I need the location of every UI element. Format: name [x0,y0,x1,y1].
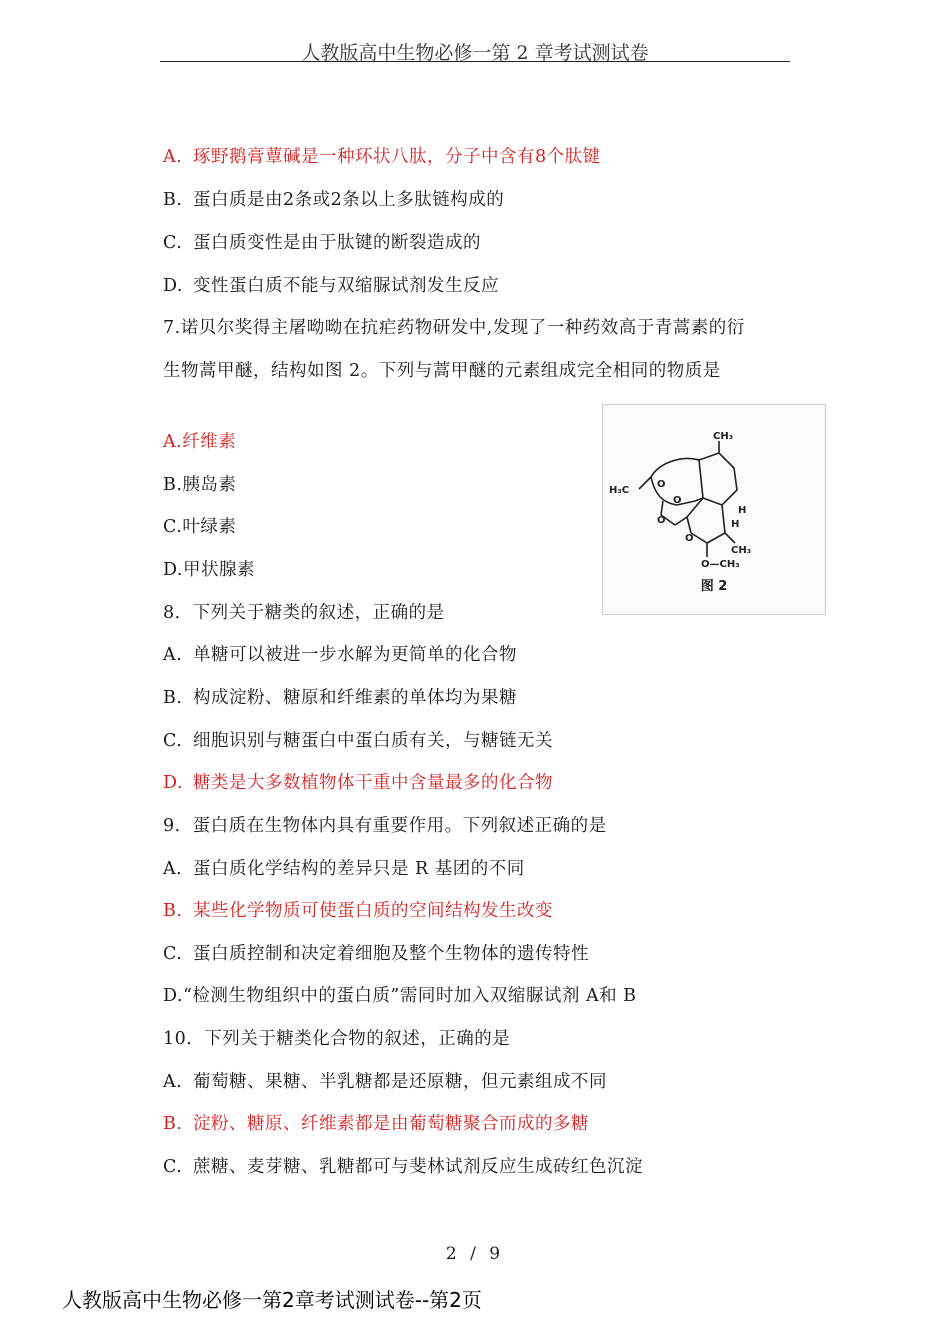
q6-option-b [163,186,504,211]
q9-option-c [163,940,589,965]
q8-option-a [163,641,517,666]
label-o1: O [657,479,666,490]
option-text: 葡萄糖、果糖、半乳糖都是还原糖，但元素组成不同 [193,1072,607,1092]
label-ch3-right: CH₃ [731,545,752,556]
label-o3: O [657,515,666,526]
option-label: A. [163,1072,183,1092]
option-label: D. [163,276,183,296]
q6-option-d [163,272,499,297]
option-text: 某些化学物质可使蛋白质的空间结构发生改变 [193,901,553,921]
q9-stem: 9．蛋白质在生物体内具有重要作用。下列叙述正确的是 [163,816,607,836]
option-label: B. [163,688,183,708]
label-o2: O [673,495,682,506]
option-text: 蛋白质是由2条或2条以上多肽链构成的 [193,190,505,210]
header-divider [160,61,790,62]
option-label: A. [163,147,183,167]
q8-stem: 8．下列关于糖类的叙述，正确的是 [163,603,445,623]
option-label: C. [163,944,183,964]
option-text: 变性蛋白质不能与双缩脲试剂发生反应 [193,276,499,296]
option-text: 构成淀粉、糖原和纤维素的单体均为果糖 [193,688,517,708]
q7-option-a: A.纤维素 [163,432,237,452]
figure-2-structure [602,404,826,615]
q10-stem: 10．下列关于糖类化合物的叙述，正确的是 [163,1029,511,1049]
option-label: A. [163,859,183,879]
q8-option-c [163,727,553,752]
q6-option-a [163,143,601,168]
option-text: 细胞识别与糖蛋白中蛋白质有关，与糖链无关 [193,731,553,751]
option-text: 蛋白质变性是由于肽键的断裂造成的 [193,233,481,253]
page-footer: 人教版高中生物必修一第2章考试测试卷--第2页 [62,1288,482,1312]
q7-option-d: D.甲状腺素 [163,560,255,580]
q6-option-c [163,229,481,254]
q10-option-c [163,1153,643,1178]
option-text: “检测生物组织中的蛋白质”需同时加入双缩脲试剂 A和 B [182,986,637,1006]
q7-stem-line1: 7.诺贝尔奖得主屠呦呦在抗疟药物研发中,发现了一种药效高于青蒿素的衍 [163,318,745,338]
option-label: D. [163,773,183,793]
label-o4: O [685,533,694,544]
option-text: 蛋白质控制和决定着细胞及整个生物体的遗传特性 [193,944,589,964]
option-label: B. [163,1114,183,1134]
option-text: 蔗糖、麦芽糖、乳糖都可与斐林试剂反应生成砖红色沉淀 [193,1157,643,1177]
label-h-mid: H [731,519,740,530]
option-label: C. [163,233,183,253]
option-label: B. [163,901,183,921]
option-label: A. [163,645,183,665]
option-text: 淀粉、糖原、纤维素都是由葡萄糖聚合而成的多糖 [193,1114,589,1134]
option-label: C. [163,1157,183,1177]
option-label: B. [163,190,183,210]
figure-caption: 图 2 [700,579,728,594]
option-text: 糖类是大多数植物体干重中含量最多的化合物 [193,773,553,793]
label-ch3-top: CH₃ [713,431,734,442]
q7-stem-line2: 生物蒿甲醚，结构如图 2。下列与蒿甲醚的元素组成完全相同的物质是 [163,361,721,381]
option-text: 蛋白质化学结构的差异只是 R 基团的不同 [193,859,525,879]
option-text: 琢野鹅膏蕈碱是一种环状八肽，分子中含有8个肽键 [193,147,601,167]
option-text: 单糖可以被进一步水解为更简单的化合物 [193,645,517,665]
q8-option-d [163,769,553,794]
q7-option-b: B.胰岛素 [163,475,237,495]
q9-option-b [163,897,553,922]
option-label: D. [163,986,183,1006]
q7-option-c: C.叶绿素 [163,517,237,537]
label-och3: O—CH₃ [701,559,740,570]
page-header-title: 人教版高中生物必修一第 2 章考试测试卷 [301,42,649,64]
option-label: C. [163,731,183,751]
page-number: 2 / 9 [445,1244,505,1264]
q10-option-a [163,1068,607,1093]
q9-option-a [163,855,525,880]
q9-option-d [163,982,637,1007]
label-h3c-left: H₃C [609,485,630,496]
label-h-right: H [738,505,747,516]
q8-option-b [163,684,517,709]
q10-option-b [163,1110,589,1135]
